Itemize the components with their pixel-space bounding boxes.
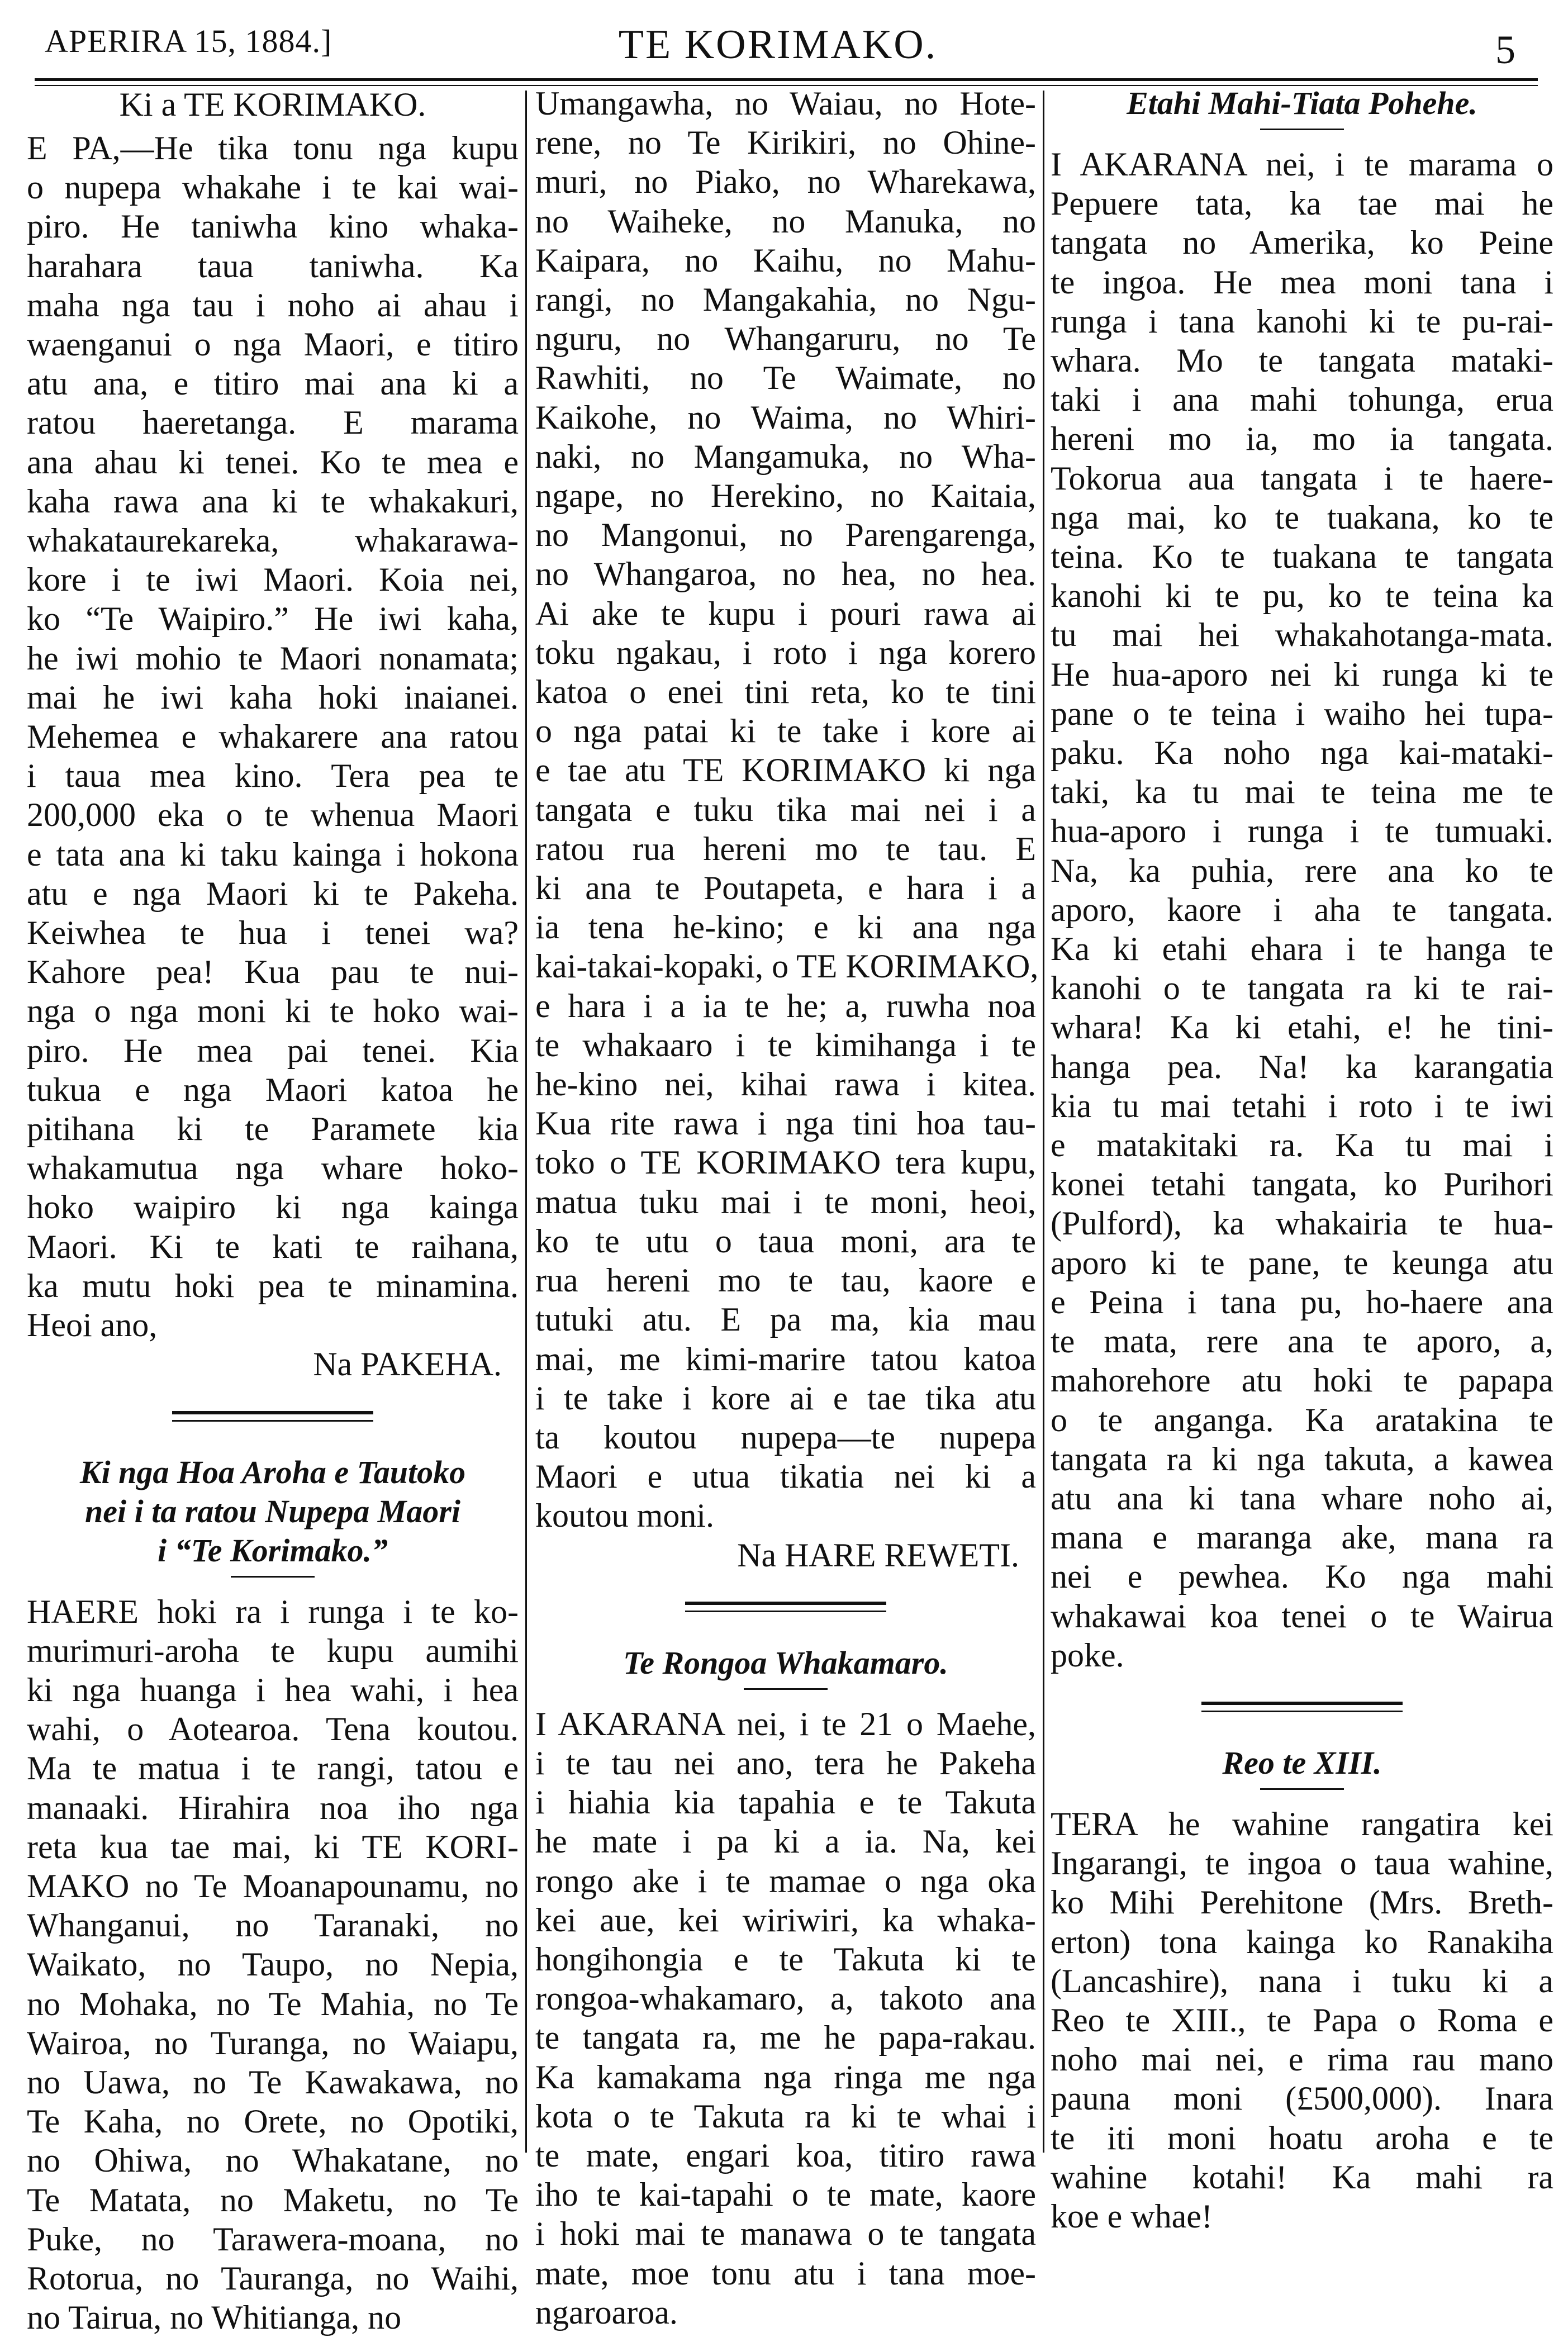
text-line: e tae atu TE KORIMAKO ki nga: [535, 750, 1036, 790]
text-line: I AKARANA nei, i te 21 o Maehe,: [535, 1704, 1036, 1744]
text-line: iho te kai-tapahi o te mate, kaore: [535, 2175, 1036, 2214]
text-line: i hoki mai te manawa o te tangata: [535, 2214, 1036, 2253]
text-line: o te anganga. Ka aratakina te: [1051, 1400, 1553, 1440]
text-line: Pepuere tata, ka tae mai he: [1051, 184, 1553, 223]
text-line: o nga patai ki te take i kore ai: [535, 711, 1036, 750]
text-line: toku ngakau, i roto i nga korero: [535, 633, 1036, 672]
text-line: kia tu mai tetahi i roto i te iwi: [1051, 1086, 1553, 1125]
text-line: no Tairua, no Whitianga, no: [27, 2298, 519, 2337]
text-line: Ingarangi, te ingoa o taua wahine,: [1051, 1844, 1553, 1883]
letter-heading: Ki a TE KORIMAKO.: [27, 85, 519, 124]
text-line: wahine kotahi! Ka mahi ra: [1051, 2158, 1553, 2197]
text-line: pitihana ki te Paramete kia: [27, 1109, 519, 1148]
section-separator: [1201, 1702, 1403, 1712]
text-line: Maori e utua tikatia nei ki a: [535, 1457, 1036, 1496]
text-line: Ka kamakama nga ringa me nga: [535, 2058, 1036, 2097]
text-line: i taua mea kino. Tera pea te: [27, 756, 519, 795]
text-line: te iti moni hoatu aroha e te: [1051, 2118, 1553, 2158]
text-line: Kaipara, no Kaihu, no Mahu-: [535, 241, 1036, 280]
text-line: Kahore pea! Kua pau te nui-: [27, 952, 519, 991]
text-line: e tata ana ki taku kainga i hokona: [27, 835, 519, 874]
text-line: kei aue, kei wiriwiri, ka whaka-: [535, 1901, 1036, 1940]
text-line: pane o te teina i waiho hei tupa-: [1051, 694, 1553, 733]
text-line: i “Te Korimako.”: [27, 1531, 519, 1570]
text-line: ko te utu o taua moni, ara te: [535, 1222, 1036, 1261]
text-line: ta koutou nupepa—te nupepa: [535, 1418, 1036, 1457]
text-line: Na, ka puhia, rere ana ko te: [1051, 851, 1553, 890]
page-number: 5: [1495, 27, 1515, 73]
text-line: i te take i kore ai e tae tika atu: [535, 1379, 1036, 1418]
text-line: te mate, engari koa, titiro rawa: [535, 2136, 1036, 2175]
text-line: Puke, no Tarawera-moana, no: [27, 2220, 519, 2259]
heading-rule: [744, 1688, 828, 1690]
text-line: Waikato, no Taupo, no Nepia,: [27, 1945, 519, 1984]
text-line: pauna moni (£500,000). Inara: [1051, 2079, 1553, 2118]
text-line: Reo te XIII., te Papa o Roma e: [1051, 2001, 1553, 2040]
text-line: rongo ake i te mamae o nga oka: [535, 1861, 1036, 1901]
text-line: no Mangonui, no Parengarenga,: [535, 515, 1036, 554]
text-line: muri, no Piako, no Wharekawa,: [535, 162, 1036, 201]
text-line: Maori. Ki te kati te raihana,: [27, 1227, 519, 1266]
text-line: piro. He mea pai tenei. Kia: [27, 1031, 519, 1070]
text-line: ngaroaroa.: [535, 2293, 1036, 2332]
text-line: hanga pea. Na! ka karangatia: [1051, 1047, 1553, 1086]
text-line: hereni mo ia, mo ia tangata.: [1051, 419, 1553, 458]
text-line: E PA,—He tika tonu nga kupu: [27, 129, 519, 168]
text-line: kaha rawa ana ki te whakakuri,: [27, 482, 519, 521]
heading-rule: [231, 1576, 315, 1578]
text-line: (Pulford), ka whakairia te hua-: [1051, 1204, 1553, 1243]
text-line: hongihongia e te Takuta ki te: [535, 1940, 1036, 1979]
text-line: Ka ki etahi ehara i te hanga te: [1051, 929, 1553, 968]
text-line: te whakaaro i te kimihanga i te: [535, 1025, 1036, 1065]
text-line: Keiwhea te hua i tenei wa?: [27, 913, 519, 952]
article-heading: Etahi Mahi-Tiata Pohehe.: [1051, 84, 1553, 123]
letter-signature: Na PAKEHA.: [27, 1345, 519, 1384]
text-line: konei tetahi tangata, ko Purihori: [1051, 1165, 1553, 1204]
text-line: ngape, no Herekino, no Kaitaia,: [535, 476, 1036, 515]
text-line: manaaki. Hirahira noa iho nga: [27, 1788, 519, 1827]
text-line: kota o te Takuta ra ki te whai i: [535, 2097, 1036, 2136]
text-line: poke.: [1051, 1636, 1553, 1675]
article-heading: [27, 1453, 519, 1570]
text-line: whara. Mo te tangata mataki-: [1051, 341, 1553, 380]
text-line: ratou haeretanga. E marama: [27, 403, 519, 442]
text-line: Ma te matua i te rangi, tatou e: [27, 1749, 519, 1788]
text-line: noho mai nei, e rima rau mano: [1051, 2040, 1553, 2079]
text-line: no Waiheke, no Manuka, no: [535, 202, 1036, 241]
text-line: MAKO no Te Moanapounamu, no: [27, 1866, 519, 1906]
article-body: [1051, 145, 1553, 1675]
text-line: mai he iwi kaha hoki inaianei.: [27, 678, 519, 717]
article-heading: Te Rongoa Whakamaro.: [535, 1644, 1036, 1683]
text-line: erton) tona kainga ko Ranakiha: [1051, 1922, 1553, 1961]
text-line: mate, moe tonu atu i tana moe-: [535, 2254, 1036, 2293]
text-line: ko Mihi Perehitone (Mrs. Breth-: [1051, 1883, 1553, 1922]
text-line: taki, ka tu mai te teina me te: [1051, 772, 1553, 811]
text-line: (Lancashire), nana i tuku ki a: [1051, 1961, 1553, 2001]
article-heading: Reo te XIII.: [1051, 1744, 1553, 1783]
column-2: [535, 84, 1036, 2332]
text-line: e Peina i tana pu, ho-haere ana: [1051, 1282, 1553, 1322]
column-3: [1051, 84, 1553, 2236]
text-line: Wairoa, no Turanga, no Waiapu,: [27, 2024, 519, 2063]
text-line: he-kino nei, kihai rawa i kitea.: [535, 1065, 1036, 1104]
section-separator: [685, 1602, 886, 1612]
letter-body: [27, 129, 519, 1345]
text-line: nguru, no Whangaruru, no Te: [535, 319, 1036, 358]
text-line: taki i ana mahi tohunga, erua: [1051, 380, 1553, 419]
text-line: naki, no Mangamuka, no Wha-: [535, 437, 1036, 476]
text-line: reta kua tae mai, ki TE KORI-: [27, 1827, 519, 1866]
text-line: toko o TE KORIMAKO tera kupu,: [535, 1143, 1036, 1182]
text-line: rua hereni mo te tau, kaore e: [535, 1261, 1036, 1300]
article-body: [27, 1592, 519, 2337]
heading-rule: [1260, 129, 1344, 130]
text-line: ratou rua hereni mo te tau. E: [535, 829, 1036, 868]
text-line: tangata ra ki nga takuta, a kawea: [1051, 1440, 1553, 1479]
text-line: aporo, kaore i aha te tangata.: [1051, 890, 1553, 929]
text-line: he mate i pa ki a ia. Na, kei: [535, 1822, 1036, 1861]
text-line: Kaikohe, no Waima, no Whiri-: [535, 398, 1036, 437]
text-line: Umangawha, no Waiau, no Hote-: [535, 84, 1036, 123]
text-line: atu ana ki tana whare noho ai,: [1051, 1479, 1553, 1518]
text-line: ki nga huanga i hea wahi, i hea: [27, 1670, 519, 1709]
issue-date: APERIRA 15, 1884.]: [45, 22, 332, 60]
text-line: no Ohiwa, no Whakatane, no: [27, 2141, 519, 2180]
text-line: tu mai hei whakahotanga-mata.: [1051, 615, 1553, 654]
text-line: Kua rite rawa i nga tini hoa tau-: [535, 1104, 1036, 1143]
text-line: I AKARANA nei, i te marama o: [1051, 145, 1553, 184]
text-line: whakamutua nga whare hoko-: [27, 1148, 519, 1188]
column-1: [27, 84, 519, 2337]
text-line: tutuki atu. E pa ma, kia mau: [535, 1300, 1036, 1339]
text-line: katoa o enei tini reta, ko te tini: [535, 672, 1036, 711]
text-line: whara! Ka ki etahi, e! he tini-: [1051, 1008, 1553, 1047]
column-divider: [525, 91, 527, 2153]
text-line: rene, no Te Kirikiri, no Ohine-: [535, 123, 1036, 162]
text-line: mana e maranga ake, mana ra: [1051, 1518, 1553, 1557]
article-body-continued: [535, 84, 1036, 1536]
text-line: ana ahau ki tenei. Ko te mea e: [27, 443, 519, 482]
text-line: hua-aporo i runga i te tumuaki.: [1051, 811, 1553, 851]
text-line: te ingoa. He mea moni tana i: [1051, 263, 1553, 302]
text-line: runga i tana kanohi ki te pu-rai-: [1051, 302, 1553, 341]
text-line: harahara taua taniwha. Ka: [27, 246, 519, 286]
text-line: nei e pewhea. Ko nga mahi: [1051, 1557, 1553, 1596]
text-line: aporo ki te pane, te keunga atu: [1051, 1243, 1553, 1282]
text-line: TERA he wahine rangatira kei: [1051, 1804, 1553, 1844]
text-line: mai, me kimi-marire tatou katoa: [535, 1340, 1036, 1379]
text-line: hoko waipiro ki nga kainga: [27, 1188, 519, 1227]
article-body: [535, 1704, 1036, 2332]
text-line: Ai ake te kupu i pouri rawa ai: [535, 594, 1036, 633]
column-divider: [1043, 91, 1044, 2153]
text-line: ki ana te Poutapeta, e hara i a: [535, 868, 1036, 908]
text-line: waenganui o nga Maori, e titiro: [27, 325, 519, 364]
text-line: maha nga tau i noho ai ahau i: [27, 286, 519, 325]
text-line: ko “Te Waipiro.” He iwi kaha,: [27, 599, 519, 638]
text-line: atu ana, e titiro mai ana ki a: [27, 364, 519, 403]
text-line: nga mai, ko te tuakana, ko te: [1051, 498, 1553, 537]
text-line: tukua e nga Maori katoa he: [27, 1070, 519, 1109]
text-line: Mehemea e whakarere ana ratou: [27, 717, 519, 756]
text-line: atu e nga Maori ki te Pakeha.: [27, 874, 519, 913]
text-line: Te Matata, no Maketu, no Te: [27, 2181, 519, 2220]
letter-signature: Na HARE REWETI.: [535, 1536, 1036, 1575]
text-line: kanohi o te tangata ra ki te rai-: [1051, 968, 1553, 1008]
text-line: tangata no Amerika, ko Peine: [1051, 223, 1553, 262]
text-line: He hua-aporo nei ki runga ki te: [1051, 655, 1553, 694]
text-line: ia tena he-kino; e ki ana nga: [535, 908, 1036, 947]
text-line: wahi, o Aotearoa. Tena koutou.: [27, 1709, 519, 1749]
text-line: 200,000 eka o te whenua Maori: [27, 795, 519, 834]
text-line: no Mohaka, no Te Mahia, no Te: [27, 1984, 519, 2024]
text-line: paku. Ka noho nga kai-mataki-: [1051, 733, 1553, 772]
masthead-rule: [35, 78, 1538, 81]
text-line: te tangata ra, me he papa-rakau.: [535, 2018, 1036, 2057]
text-line: no Whangaroa, no hea, no hea.: [535, 554, 1036, 593]
text-line: o nupepa whakahe i te kai wai-: [27, 168, 519, 207]
section-separator: [172, 1411, 373, 1422]
text-line: Rotorua, no Tauranga, no Waihi,: [27, 2259, 519, 2298]
text-line: i te tau nei ano, tera he Pakeha: [535, 1744, 1036, 1783]
text-line: Te Kaha, no Orete, no Opotiki,: [27, 2102, 519, 2141]
text-line: tangata e tuku tika mai nei i a: [535, 790, 1036, 829]
text-line: mahorehore atu hoki te papapa: [1051, 1361, 1553, 1400]
text-line: whakataurekareka, whakarawa-: [27, 521, 519, 560]
newspaper-title: TE KORIMAKO.: [35, 21, 1521, 69]
text-line: e hara i a ia te he; a, ruwha noa: [535, 986, 1036, 1025]
text-line: e matakitaki ra. Ka tu mai i: [1051, 1125, 1553, 1165]
text-line: Ki nga Hoa Aroha e Tautoko: [27, 1453, 519, 1492]
text-line: matua tuku mai i te moni, heoi,: [535, 1182, 1036, 1222]
heading-rule: [1260, 1788, 1344, 1790]
text-line: Rawhiti, no Te Waimate, no: [535, 358, 1036, 397]
text-line: nga o nga moni ki te hoko wai-: [27, 991, 519, 1030]
text-line: i hiahia kia tapahia e te Takuta: [535, 1783, 1036, 1822]
text-line: teina. Ko te tuakana te tangata: [1051, 537, 1553, 576]
text-line: murimuri-aroha te kupu aumihi: [27, 1631, 519, 1670]
text-line: whakawai koa tenei o te Wairua: [1051, 1597, 1553, 1636]
text-line: Heoi ano,: [27, 1305, 519, 1345]
text-line: kanohi ki te pu, ko te teina ka: [1051, 576, 1553, 615]
text-line: rangi, no Mangakahia, no Ngu-: [535, 280, 1036, 319]
text-line: kore i te iwi Maori. Koia nei,: [27, 560, 519, 599]
text-line: koutou moni.: [535, 1496, 1036, 1535]
text-line: he iwi mohio te Maori nonamata;: [27, 639, 519, 678]
text-line: ka mutu hoki pea te minamina.: [27, 1266, 519, 1305]
text-line: Tokorua aua tangata i te haere-: [1051, 459, 1553, 498]
text-line: koe e whae!: [1051, 2197, 1553, 2236]
text-line: te mata, rere ana te aporo, a,: [1051, 1322, 1553, 1361]
masthead: [35, 10, 1521, 69]
text-line: rongoa-whakamaro, a, takoto ana: [535, 1979, 1036, 2018]
text-line: kai-takai-kopaki, o TE KORIMAKO,: [535, 947, 1036, 986]
article-body: [1051, 1804, 1553, 2236]
text-line: Whanganui, no Taranaki, no: [27, 1906, 519, 1945]
text-line: nei i ta ratou Nupepa Maori: [27, 1492, 519, 1531]
text-line: no Uawa, no Te Kawakawa, no: [27, 2063, 519, 2102]
text-line: HAERE hoki ra i runga i te ko-: [27, 1592, 519, 1631]
text-line: piro. He taniwha kino whaka-: [27, 207, 519, 246]
